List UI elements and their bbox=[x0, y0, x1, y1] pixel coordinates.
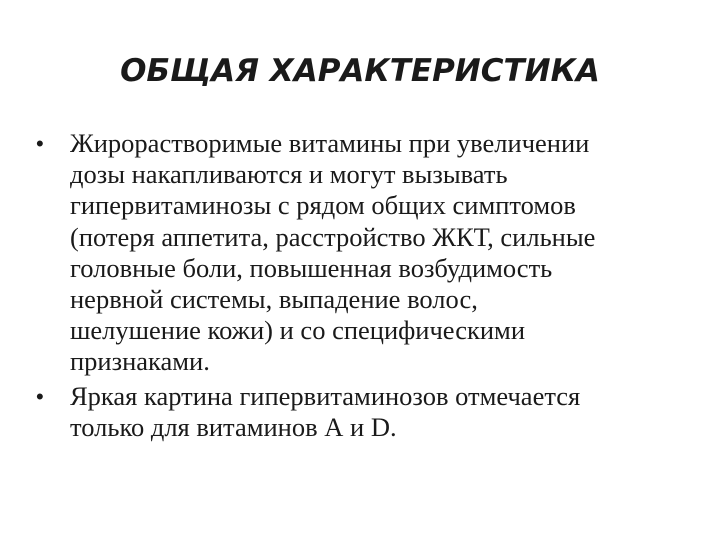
bullet-dot-icon: • bbox=[36, 131, 44, 156]
bullet-1-line-6: нервной системы, выпадение волос, bbox=[70, 284, 478, 315]
bullet-1-line-7: шелушение кожи) и со специфическими bbox=[70, 315, 526, 346]
bullet-1-line-3: гипервитаминозы с рядом общих симптомов bbox=[70, 190, 576, 221]
bullet-2-line-1: Яркая картина гипервитаминозов отмечается bbox=[70, 380, 581, 411]
bullet-1-line-4: (потеря аппетита, расстройство ЖКТ, сильные bbox=[70, 221, 596, 252]
bullet-1-line-2: дозы накапливаются и могут вызывать bbox=[70, 159, 508, 190]
bullet-2-line-2: только для витаминов А и D. bbox=[70, 411, 397, 442]
bullet-1-line-1: Жирорастворимые витамины при увеличении bbox=[70, 128, 590, 158]
bullet-1-line-5: головные боли, повышенная возбудимость bbox=[70, 252, 553, 283]
bullet-list bbox=[36, 128, 686, 446]
bullet-item-2 bbox=[36, 381, 686, 443]
slide-title: ОБЩАЯ ХАРАКТЕРИСТИКА bbox=[120, 53, 600, 89]
bullet-1-line-8: признаками. bbox=[70, 346, 210, 377]
bullet-dot-icon: • bbox=[36, 383, 44, 409]
bullet-item-1 bbox=[36, 128, 686, 378]
